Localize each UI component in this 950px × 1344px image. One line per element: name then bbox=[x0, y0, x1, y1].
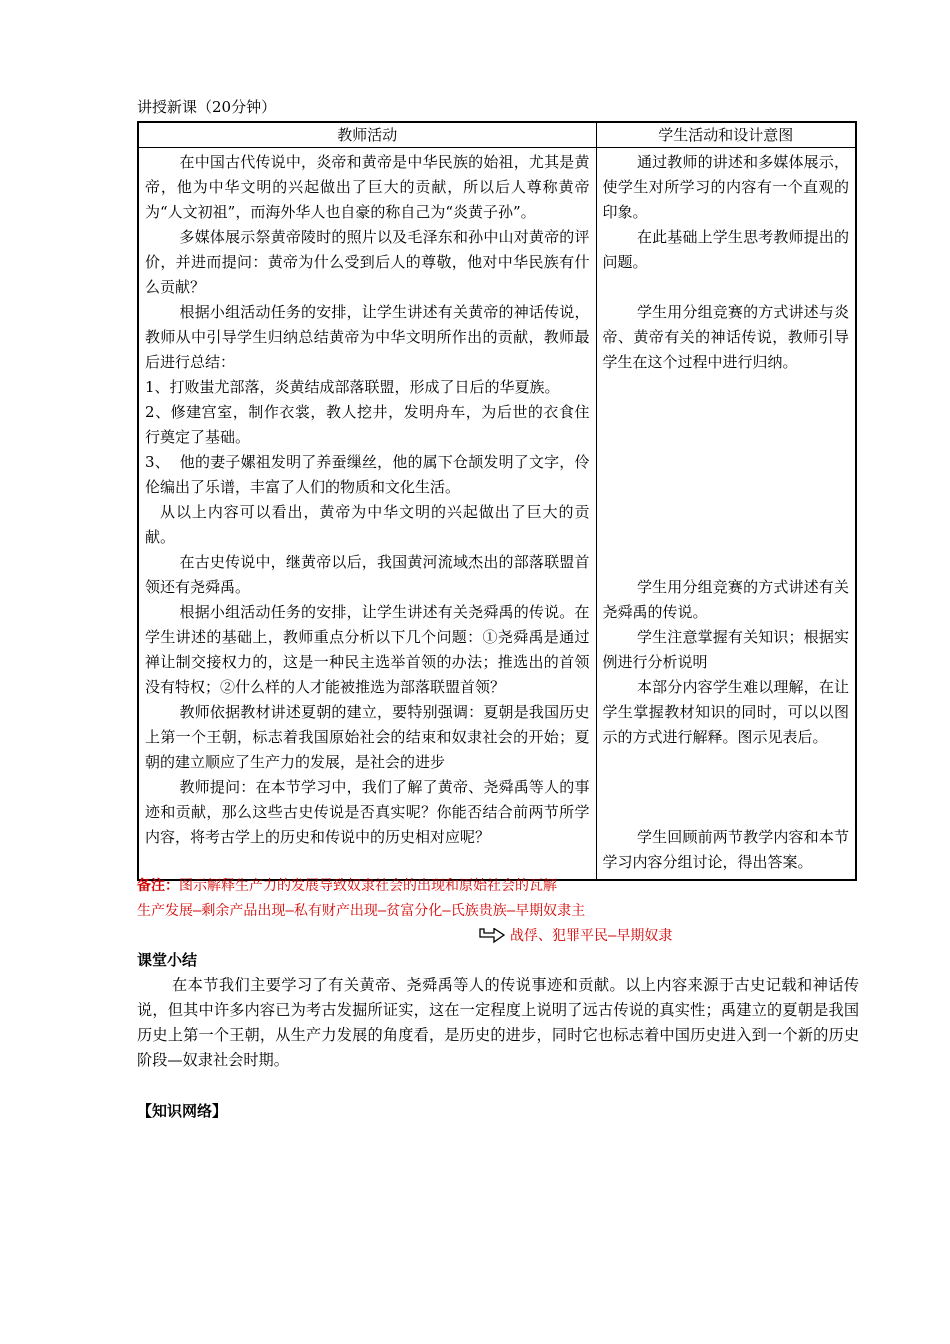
teacher-paragraph: 教师依据教材讲述夏朝的建立，要特别强调：夏朝是我国历史上第一个王朝，标志着我国原始社会的结束和奴隶社会的开始；夏朝的建立顺应了生产力的发展，是社会的进步 bbox=[145, 703, 590, 771]
student-paragraph: 在此基础上学生思考教师提出的问题。 bbox=[602, 228, 849, 271]
teacher-paragraph: 根据小组活动任务的安排，让学生讲述有关尧舜禹的传说。在学生讲述的基础上，教师重点分析以下几个问题：①尧舜禹是通过禅让制交接权力的，这是一种民主选举首领的办法；推选出的首领没有特权；②什么样的人才能被推选为部落联盟首领？ bbox=[145, 603, 590, 696]
note-line-2: 生产发展—剩余产品出现—私有财产出现—贫富分化—氏族贵族—早期奴隶主 bbox=[137, 903, 586, 919]
teacher-paragraph: 多媒体展示祭黄帝陵时的照片以及毛泽东和孙中山对黄帝的评价，并进而提问：黄帝为什么受到后人的尊敬，他对中华民族有什么贡献？ bbox=[145, 228, 590, 296]
table-row bbox=[138, 148, 856, 881]
summary-title: 课堂小结 bbox=[137, 951, 198, 969]
note-label: 备注： bbox=[137, 878, 179, 894]
student-paragraph: 学生注意掌握有关知识；根据实例进行分析说明 bbox=[602, 628, 849, 671]
section-heading: 讲授新课（20分钟） bbox=[137, 98, 277, 116]
teacher-list-item: 2、修建宫室，制作衣裳，教人挖井，发明舟车，为后世的衣食住行奠定了基础。 bbox=[145, 403, 590, 446]
summary-body: 在本节我们主要学习了有关黄帝、尧舜禹等人的传说事迹和贡献。以上内容来源于古史记载和神话传说，但其中许多内容已为考古发掘所证实，这在一定程度上说明了远古传说的真实性；禹建立的夏朝是我国历史上第一个王朝，从生产力发展的角度看，是历史的进步，同时它也标志着中国历史进入到一个新的历史阶段—奴隶社会时期。 bbox=[137, 976, 859, 1069]
teacher-list-item: 3、 他的妻子嫘祖发明了养蚕缫丝，他的属下仓颉发明了文字，伶伦编出了乐谱，丰富了人们的物质和文化生活。 bbox=[145, 453, 590, 496]
table-header-row bbox=[138, 122, 856, 148]
teacher-paragraph: 从以上内容可以看出，黄帝为中华文明的兴起做出了巨大的贡献。 bbox=[145, 503, 590, 546]
teacher-paragraph: 在古史传说中，继黄帝以后，我国黄河流域杰出的部落联盟首领还有尧舜禹。 bbox=[145, 553, 590, 596]
knowledge-network-title: 【知识网络】 bbox=[137, 1102, 228, 1120]
student-paragraph: 学生回顾前两节教学内容和本节学习内容分组讨论，得出答案。 bbox=[602, 828, 849, 871]
teacher-activity-cell bbox=[138, 148, 596, 881]
student-paragraph: 学生用分组竞赛的方式讲述有关尧舜禹的传说。 bbox=[602, 578, 849, 621]
teacher-paragraph: 在中国古代传说中，炎帝和黄帝是中华民族的始祖，尤其是黄帝，他为中华文明的兴起做出了巨大的贡献，所以后人尊称黄帝为“人文初祖”，而海外华人也自豪的称自己为“炎黄子孙”。 bbox=[145, 153, 590, 221]
note-line-3 bbox=[478, 926, 672, 946]
teacher-paragraph: 根据小组活动任务的安排，让学生讲述有关黄帝的神话传说，教师从中引导学生归纳总结黄帝为中华文明所作出的贡献，教师最后进行总结： bbox=[145, 303, 590, 371]
student-paragraph: 学生用分组竞赛的方式讲述与炎帝、黄帝有关的神话传说，教师引导学生在这个过程中进行归纳。 bbox=[602, 303, 849, 371]
teacher-list-item: 1、打败蚩尤部落，炎黄结成部落联盟，形成了日后的华夏族。 bbox=[145, 378, 560, 396]
teacher-paragraph: 教师提问：在本节学习中，我们了解了黄帝、尧舜禹等人的事迹和贡献，那么这些古史传说是否真实呢？你能否结合前两节所学内容，将考古学上的历史和传说中的历史相对应呢？ bbox=[145, 778, 590, 846]
note-line-1 bbox=[137, 876, 557, 896]
lesson-table bbox=[137, 121, 857, 881]
student-activity-cell bbox=[596, 148, 856, 881]
hollow-right-arrow-icon bbox=[478, 928, 506, 944]
student-paragraph: 本部分内容学生难以理解，在让学生掌握教材知识的同时，可以以图示的方式进行解释。图示见表后。 bbox=[602, 678, 849, 746]
student-paragraph: 通过教师的讲述和多媒体展示，使学生对所学习的内容有一个直观的印象。 bbox=[602, 153, 849, 221]
header-student-activity: 学生活动和设计意图 bbox=[596, 122, 856, 148]
note-text-3: 战俘、犯罪平民—早期奴隶 bbox=[510, 928, 673, 944]
note-text: 图示解释生产力的发展导致奴隶社会的出现和原始社会的瓦解 bbox=[179, 878, 557, 894]
header-teacher-activity: 教师活动 bbox=[138, 122, 596, 148]
